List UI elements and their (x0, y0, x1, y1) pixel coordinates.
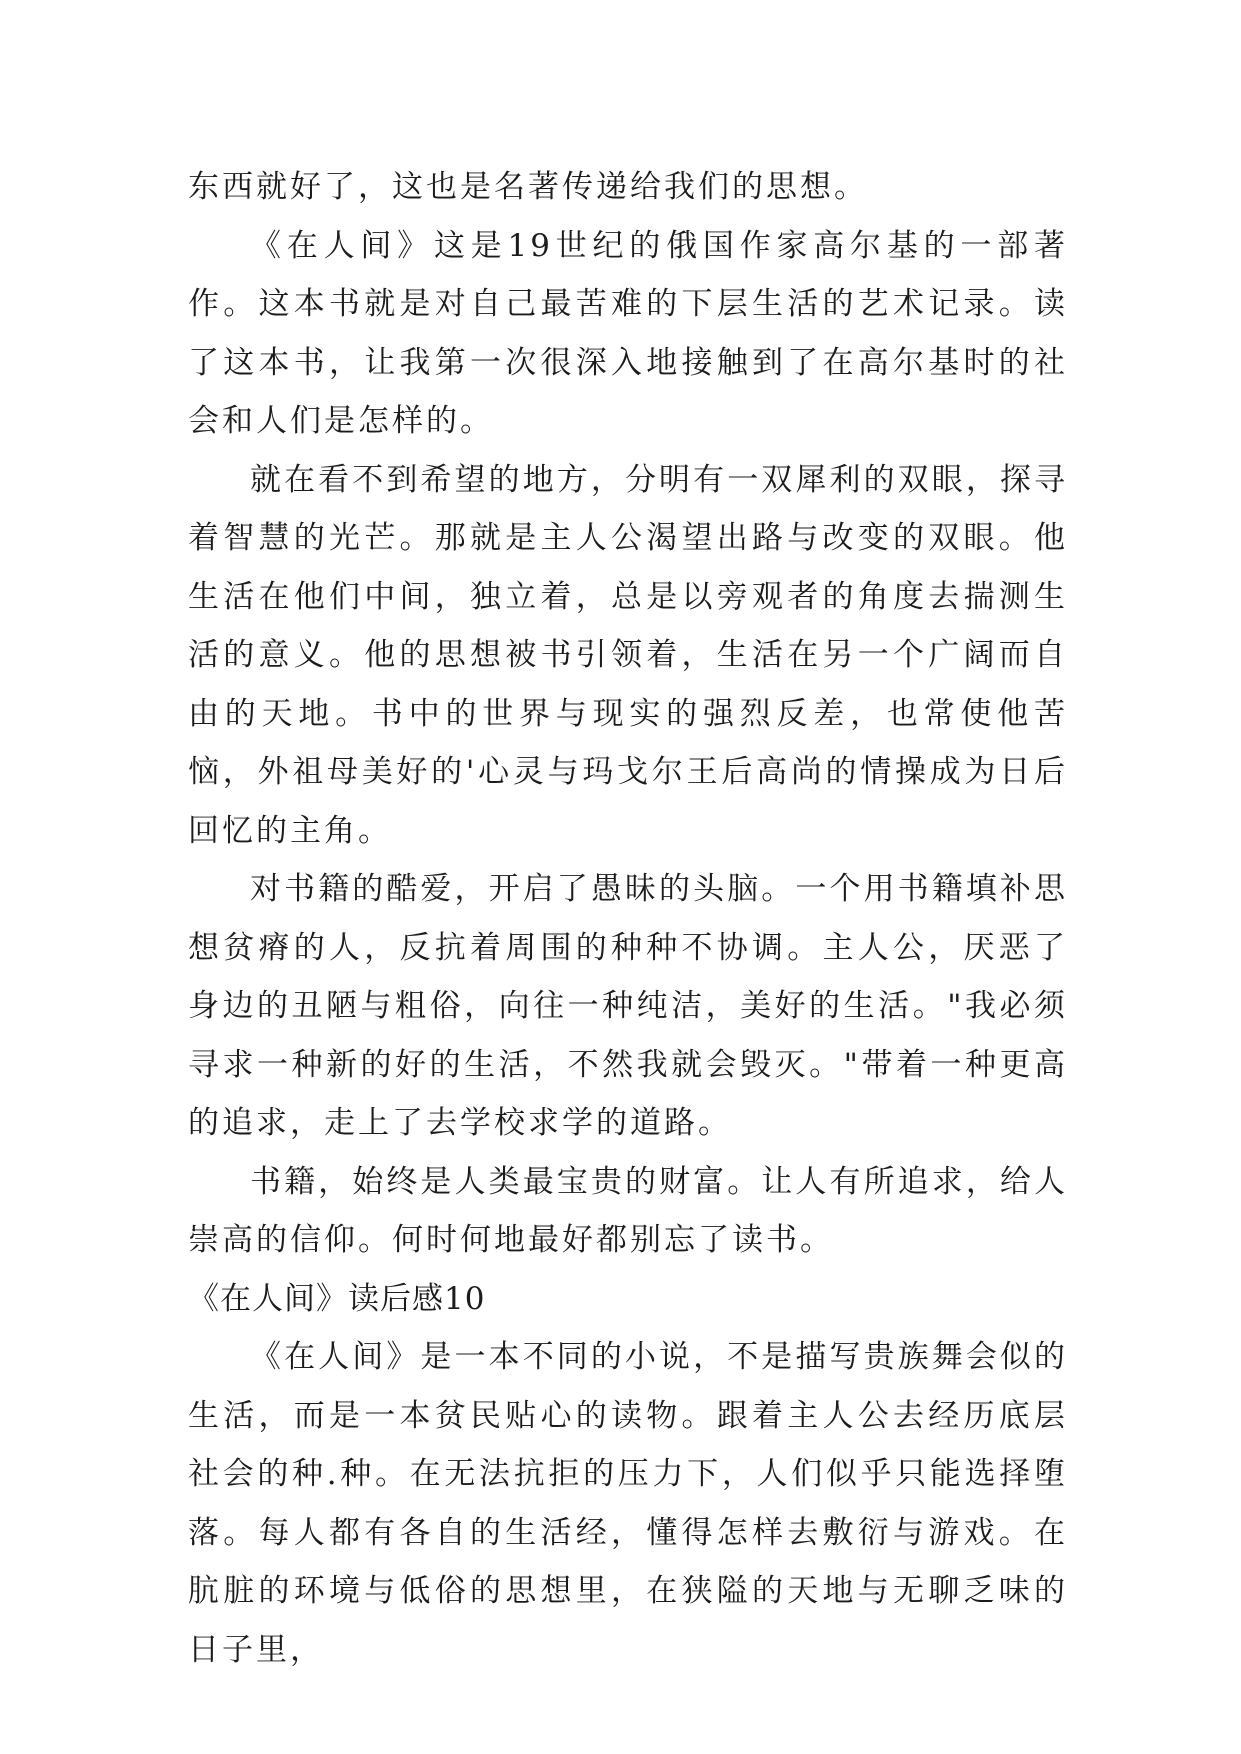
paragraph-love-of-books: 对书籍的酷爱，开启了愚昧的头脑。一个用书籍填补思想贫瘠的人，反抗着周围的种种不协调。主人公，厌恶了身边的丑陋与粗俗，向往一种纯洁，美好的生活。"我必须寻求一种新的好的生活，不然我就会毁灭。"带着一种更高的追求，走上了去学校求学的道路。 (188, 871, 1068, 1141)
paragraph-books-treasure: 书籍，始终是人类最宝贵的财富。让人有所追求，给人崇高的信仰。何时何地最好都别忘了读书。 (188, 1163, 1068, 1258)
section-heading: 《在人间》读后感10 (188, 1280, 486, 1317)
paragraph-hope-and-eyes: 就在看不到希望的地方，分明有一双犀利的双眼，探寻着智慧的光芒。那就是主人公渴望出路与改变的双眼。他生活在他们中间，独立着，总是以旁观者的角度去揣测生活的意义。他的思想被书引领着，生活在另一个广阔而自由的天地。书中的世界与现实的强烈反差，也常使他苦恼，外祖母美好的'心灵与玛戈尔王后高尚的情操成为日后回忆的主角。 (188, 461, 1068, 849)
document-body (188, 158, 1068, 1679)
paragraph-novel-description: 《在人间》是一本不同的小说，不是描写贵族舞会似的生活，而是一本贫民贴心的读物。跟着主人公去经历底层社会的种.种。在无法抗拒的压力下，人们似乎只能选择堕落。每人都有各自的生活经，懂得怎样去敷衍与游戏。在肮脏的环境与低俗的思想里，在狭隘的天地与无聊乏味的日子里， (188, 1339, 1068, 1668)
paragraph-book-intro: 《在人间》这是19世纪的俄国作家高尔基的一部著作。这本书就是对自己最苦难的下层生活的艺术记录。读了这本书，让我第一次很深入地接触到了在高尔基时的社会和人们是怎样的。 (188, 227, 1068, 439)
paragraph-continuation: 东西就好了，这也是名著传递给我们的思想。 (188, 169, 868, 205)
